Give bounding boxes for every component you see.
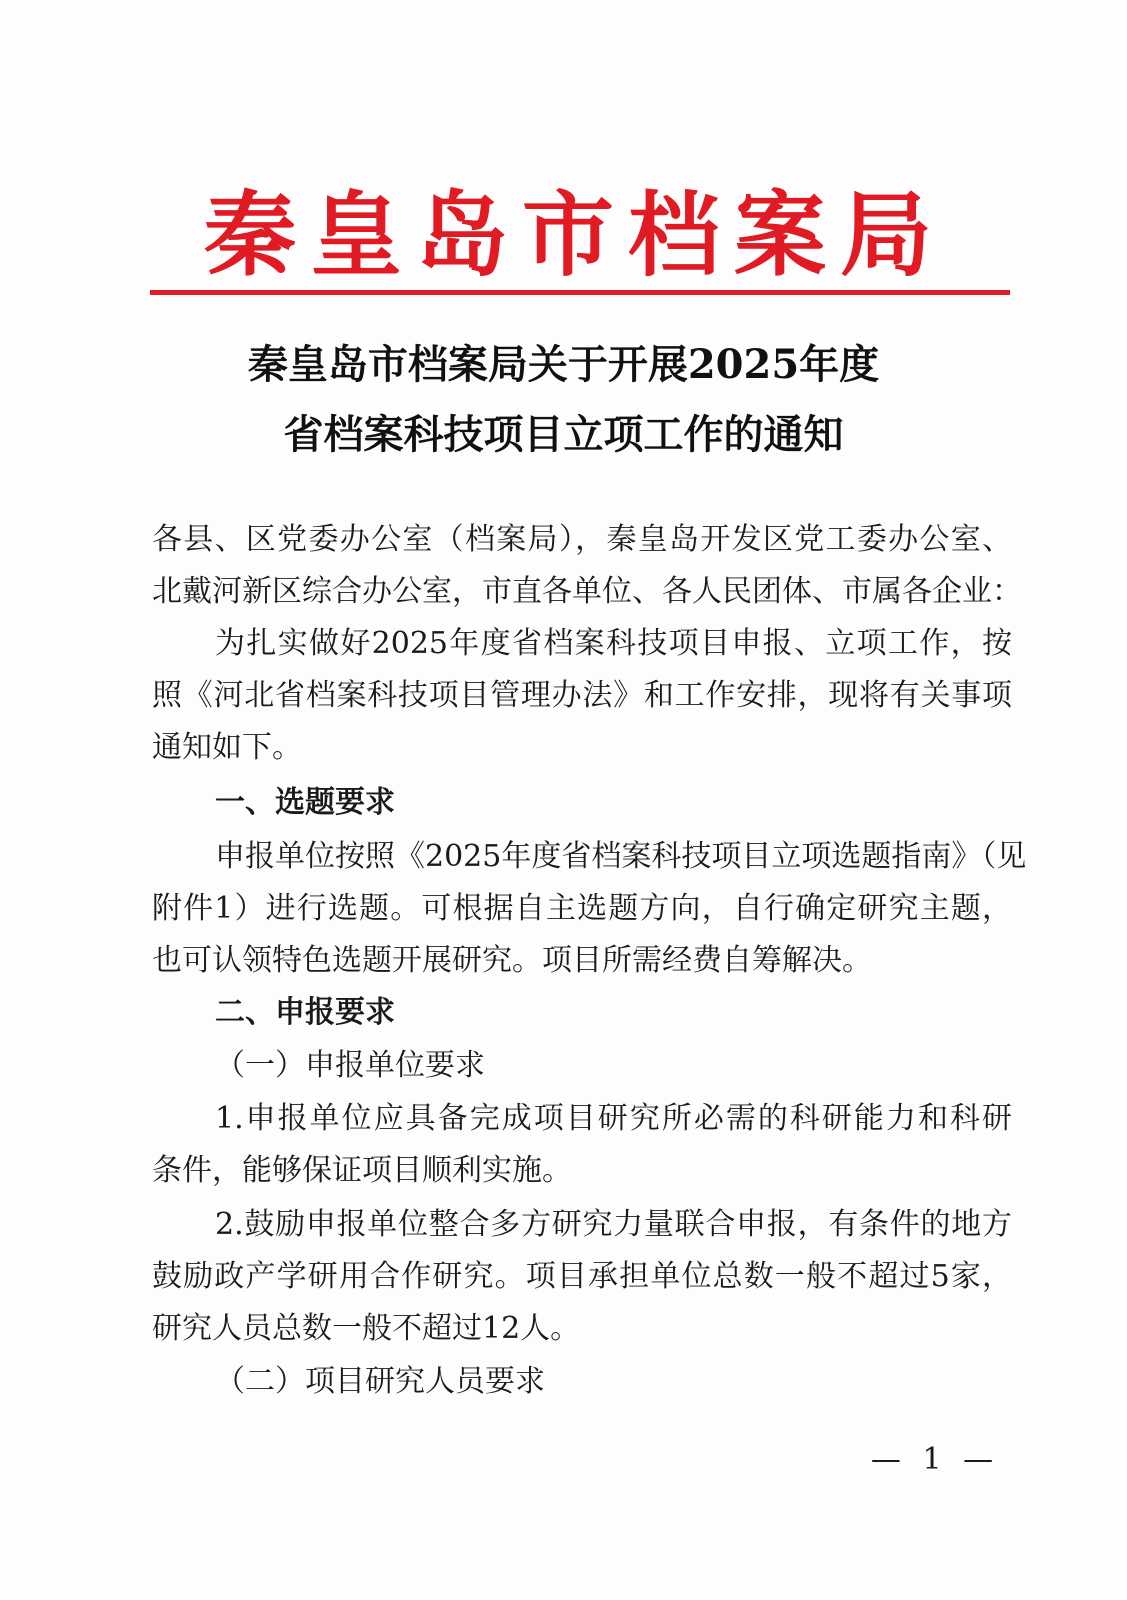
item-1-line-2: 条件，能够保证项目顺利实施。 [152,1153,572,1188]
issuing-authority-masthead: 秦皇岛市档案局 [203,181,946,289]
section-1-line-1: 申报单位按照《2025年度省档案科技项目立项选题指南》（见 [215,839,1027,874]
intro-line-2: 照《河北省档案科技项目管理办法》和工作安排，现将有关事项 [152,678,1012,713]
item-2-line-2: 鼓励政产学研用合作研究。项目承担单位总数一般不超过5家， [152,1259,1012,1294]
section-1-line-3: 也可认领特色选题开展研究。项目所需经费自筹解决。 [152,943,872,978]
document-title-line-2: 省档案科技项目立项工作的通知 [283,411,844,458]
subsection-1-heading: （一）申报单位要求 [215,1048,485,1083]
item-2-line-3: 研究人员总数一般不超过12人。 [152,1311,581,1346]
red-separator-line [150,290,1010,295]
intro-line-1: 为扎实做好2025年度省档案科技项目申报、立项工作，按 [215,626,1012,661]
subsection-2-heading: （二）项目研究人员要求 [215,1364,545,1399]
section-1-heading: 一、选题要求 [215,785,395,820]
document-title-line-1: 秦皇岛市档案局关于开展2025年度 [247,341,880,388]
section-2-heading: 二、申报要求 [215,995,395,1030]
section-1-line-2: 附件1）进行选题。可根据自主选题方向，自行确定研究主题， [152,891,1012,926]
intro-line-3: 通知如下。 [152,730,302,765]
item-1-line-1: 1.申报单位应具备完成项目研究所必需的科研能力和科研 [215,1101,1012,1136]
page-number: — 1 — [870,1442,1000,1477]
recipients-line-2: 北戴河新区综合办公室，市直各单位、各人民团体、市属各企业： [152,574,1022,609]
recipients-line-1: 各县、区党委办公室（档案局），秦皇岛开发区党工委办公室、 [152,522,1012,557]
item-2-line-1: 2.鼓励申报单位整合多方研究力量联合申报，有条件的地方 [215,1207,1012,1242]
